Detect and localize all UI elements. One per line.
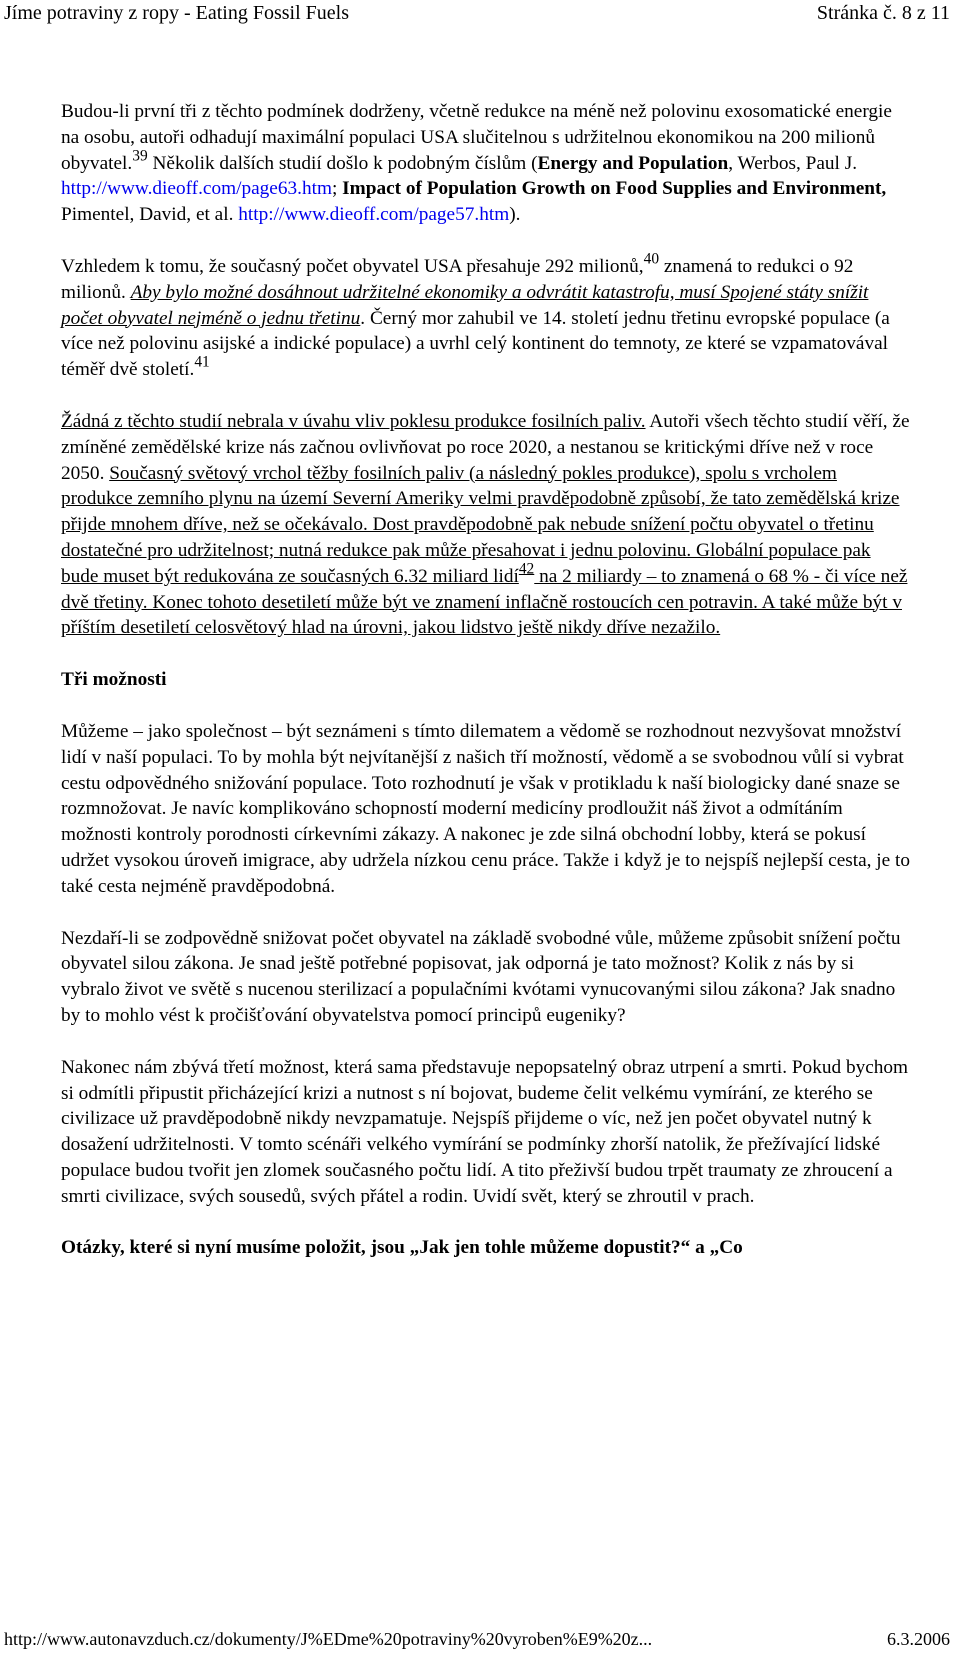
paragraph-2: Vzhledem k tomu, že současný počet obyvatel USA přesahuje 292 milionů,$^{40}$ znamená to redukci o 92 milionů. Aby bylo možné dosáhnout udržitelné ekonomiky a odvrátit katastrofu, musí Spojené státy snížit počet obyvatel nejméně o jednu třetinu. Černý mor zahubil ve 14. století jednu třetinu evropské populace (a více než polovinu asijské a indické populace) a uvrhl celý kontinent do temnoty, ze které se vzpamatovával téměř dvě století.$^{41}$ bbox=[61, 250, 890, 381]
page-footer bbox=[4, 1629, 950, 1650]
paragraph-7: Otázky, které si nyní musíme položit, jsou „Jak jen tohle můžeme dopustit?“ a „Co bbox=[61, 1237, 743, 1259]
paragraph-3: Žádná z těchto studií nebrala v úvahu vliv poklesu produkce fosilních paliv. Autoři všech těchto studií věří, že zmíněné zemědělské krize nás začnou ovlivňovat po roce 2020, a nestanou se kritickými dříve než v roce 2050. Současný světový vrchol těžby fosilních paliv (a následný pokles produkce), spolu s vrcholem produkce zemního plynu na území Severní Ameriky velmi pravděpodobně způsobí, že tato zemědělská krize přijde mnohem dříve, než se očekávalo. Dost pravděpodobně pak nebude snížení počtu obyvatel o třetinu dostatečné pro udržitelnost; nutná redukce pak může přesahovat i jednu polovinu. Globální populace pak bude muset být redukována ze současných 6.32 miliard lidí$^{42}$ na 2 miliardy – to znamená o 68 % - či více než dvě třetiny. Konec tohoto desetiletí může být ve znamení inflačně rostoucích cen potravin. A také může být v příštím desetiletí celosvětový hlad na úrovni, jakou lidstvo ještě nikdy dříve nezažilo. bbox=[61, 410, 910, 639]
underlined-text: Žádná z těchto studií nebrala v úvahu vliv poklesu produkce fosilních paliv. bbox=[61, 410, 646, 432]
footnote-40[interactable]: 40 bbox=[643, 250, 660, 268]
link-dieoff-page63[interactable]: http://www.dieoff.com/page63.htm bbox=[61, 178, 332, 200]
footnote-41[interactable]: 41 bbox=[194, 353, 210, 371]
ref-title-energy-population: Energy and Population bbox=[537, 152, 729, 174]
footnote-42[interactable]: 42 bbox=[518, 560, 535, 578]
underlined-text: na 2 miliardy – to znamená o 68 % - či více než dvě třetiny. Konec tohoto desetiletí může být ve znamení inflačně rostoucích cen potravin. A také může být v příštím desetiletí celosvětový hlad na úrovni, jakou lidstvo ještě nikdy dříve nezažilo. bbox=[61, 565, 908, 639]
page-header bbox=[4, 2, 950, 32]
underlined-text: Současný světový vrchol těžby fosilních paliv (a následný pokles produkce), spolu s vrcholem produkce zemního plynu na území Severní Ameriky velmi pravděpodobně způsobí, že tato zemědělská krize přijde mnohem dříve, než se očekávalo. Dost pravděpodobně pak nebude snížení počtu obyvatel o třetinu dostatečné pro udržitelnost; nutná redukce pak může přesahovat i jednu polovinu. Globální populace pak bude muset být redukována ze současných 6.32 miliard lidí bbox=[61, 462, 900, 587]
page-number: Stránka č. 8 z 11 bbox=[816, 2, 950, 24]
paragraph-4: Můžeme – jako společnost – být seznámeni s tímto dilematem a vědomě se rozhodnout nezvyšovat množství lidí v naší populaci. To by mohla být nejvítanější z našich tří možností, vědomě a se svobodnou vůlí si vybrat cestu odpovědného snižování populace. Toto rozhodnutí je však v protikladu k naší biologicky dané snaze se rozmnožovat. Je navíc komplikováno schopností moderní medicíny prodloužit náš život a odmítáním možnosti kontroly porodnosti církevními zákazy. A nakonec je zde silná obchodní lobby, která se pokusí udržet vysokou úroveň imigrace, aby udržela nízkou cenu práce. Takže i když je to nejspíš nejlepší cesta, je to také cesta nejméně pravděpodobná. bbox=[61, 720, 911, 897]
footnote-39[interactable]: 39 bbox=[132, 147, 148, 165]
paragraph-1: Budou-li první tři z těchto podmínek dodrženy, včetně redukce na méně než polovinu exosomatické energie na osobu, autoři odhadují maximální populaci USA slučitelnou s udržitelnou ekonomikou na 200 milionů obyvatel.$^{39}$ Několik dalších studií došlo k podobným číslům (Energy and Population, Werbos, Paul J. http://www.dieoff.com/page63.htm; Impact of Population Growth on Food Supplies and Environment, Pimentel, David, et al. http://www.dieoff.com/page57.htm). bbox=[61, 101, 892, 226]
link-dieoff-page57[interactable]: http://www.dieoff.com/page57.htm bbox=[238, 204, 510, 226]
paragraph-5: Nezdaří-li se zodpovědně snižovat počet obyvatel na základě svobodné vůle, můžeme způsobit snížení počtu obyvatel silou zákona. Je snad ještě potřebné popisovat, jak odporná je tato možnost? Kolik z nás by si vybralo život ve světě s nucenou sterilizací a populačními kvótami vynucovanými silou zákona? Jak snadno by to mohlo vést k pročišťování obyvatelstva pomocí principů eugeniky? bbox=[61, 927, 901, 1026]
ref-title-impact-population: Impact of Population Growth on Food Supplies and Environment, bbox=[342, 178, 887, 200]
paragraph-6: Nakonec nám zbývá třetí možnost, která sama představuje nepopsatelný obraz utrpení a smrti. Pokud bychom si odmítli připustit přicházející krizi a nutnost s ní bojovat, budeme čelit velkému vymírání, ze kterého se civilizace už pravděpodobně nikdy nevzpamatuje. Nejspíš přijdeme o víc, než jen počet obyvatel nutný k dosažení udržitelnosti. V tomto scénáři velkého vymírání se podmínky zhorší natolik, že přežívající lidské populace budou tvořit jen zlomek současného počtu lidí. A tito přeživší budou trpět traumaty ze zhroucení a smrti civilizace, svých sousedů, svých přátel a rodin. Uvidí svět, který se zhroutil v prach. bbox=[61, 1056, 909, 1207]
source-url: http://www.autonavzduch.cz/dokumenty/J%EDme%20potraviny%20vyroben%E9%20z... bbox=[4, 1629, 653, 1649]
section-heading: Tři možnosti bbox=[61, 669, 167, 691]
document-body bbox=[61, 99, 911, 1287]
emphasized-text: Aby bylo možné dosáhnout udržitelné ekonomiky a odvrátit katastrofu, musí Spojené státy snížit počet obyvatel nejméně o jednu třetinu bbox=[61, 281, 869, 329]
print-date: 6.3.2006 bbox=[887, 1629, 950, 1649]
document-title: Jíme potraviny z ropy - Eating Fossil Fuels bbox=[4, 2, 349, 24]
